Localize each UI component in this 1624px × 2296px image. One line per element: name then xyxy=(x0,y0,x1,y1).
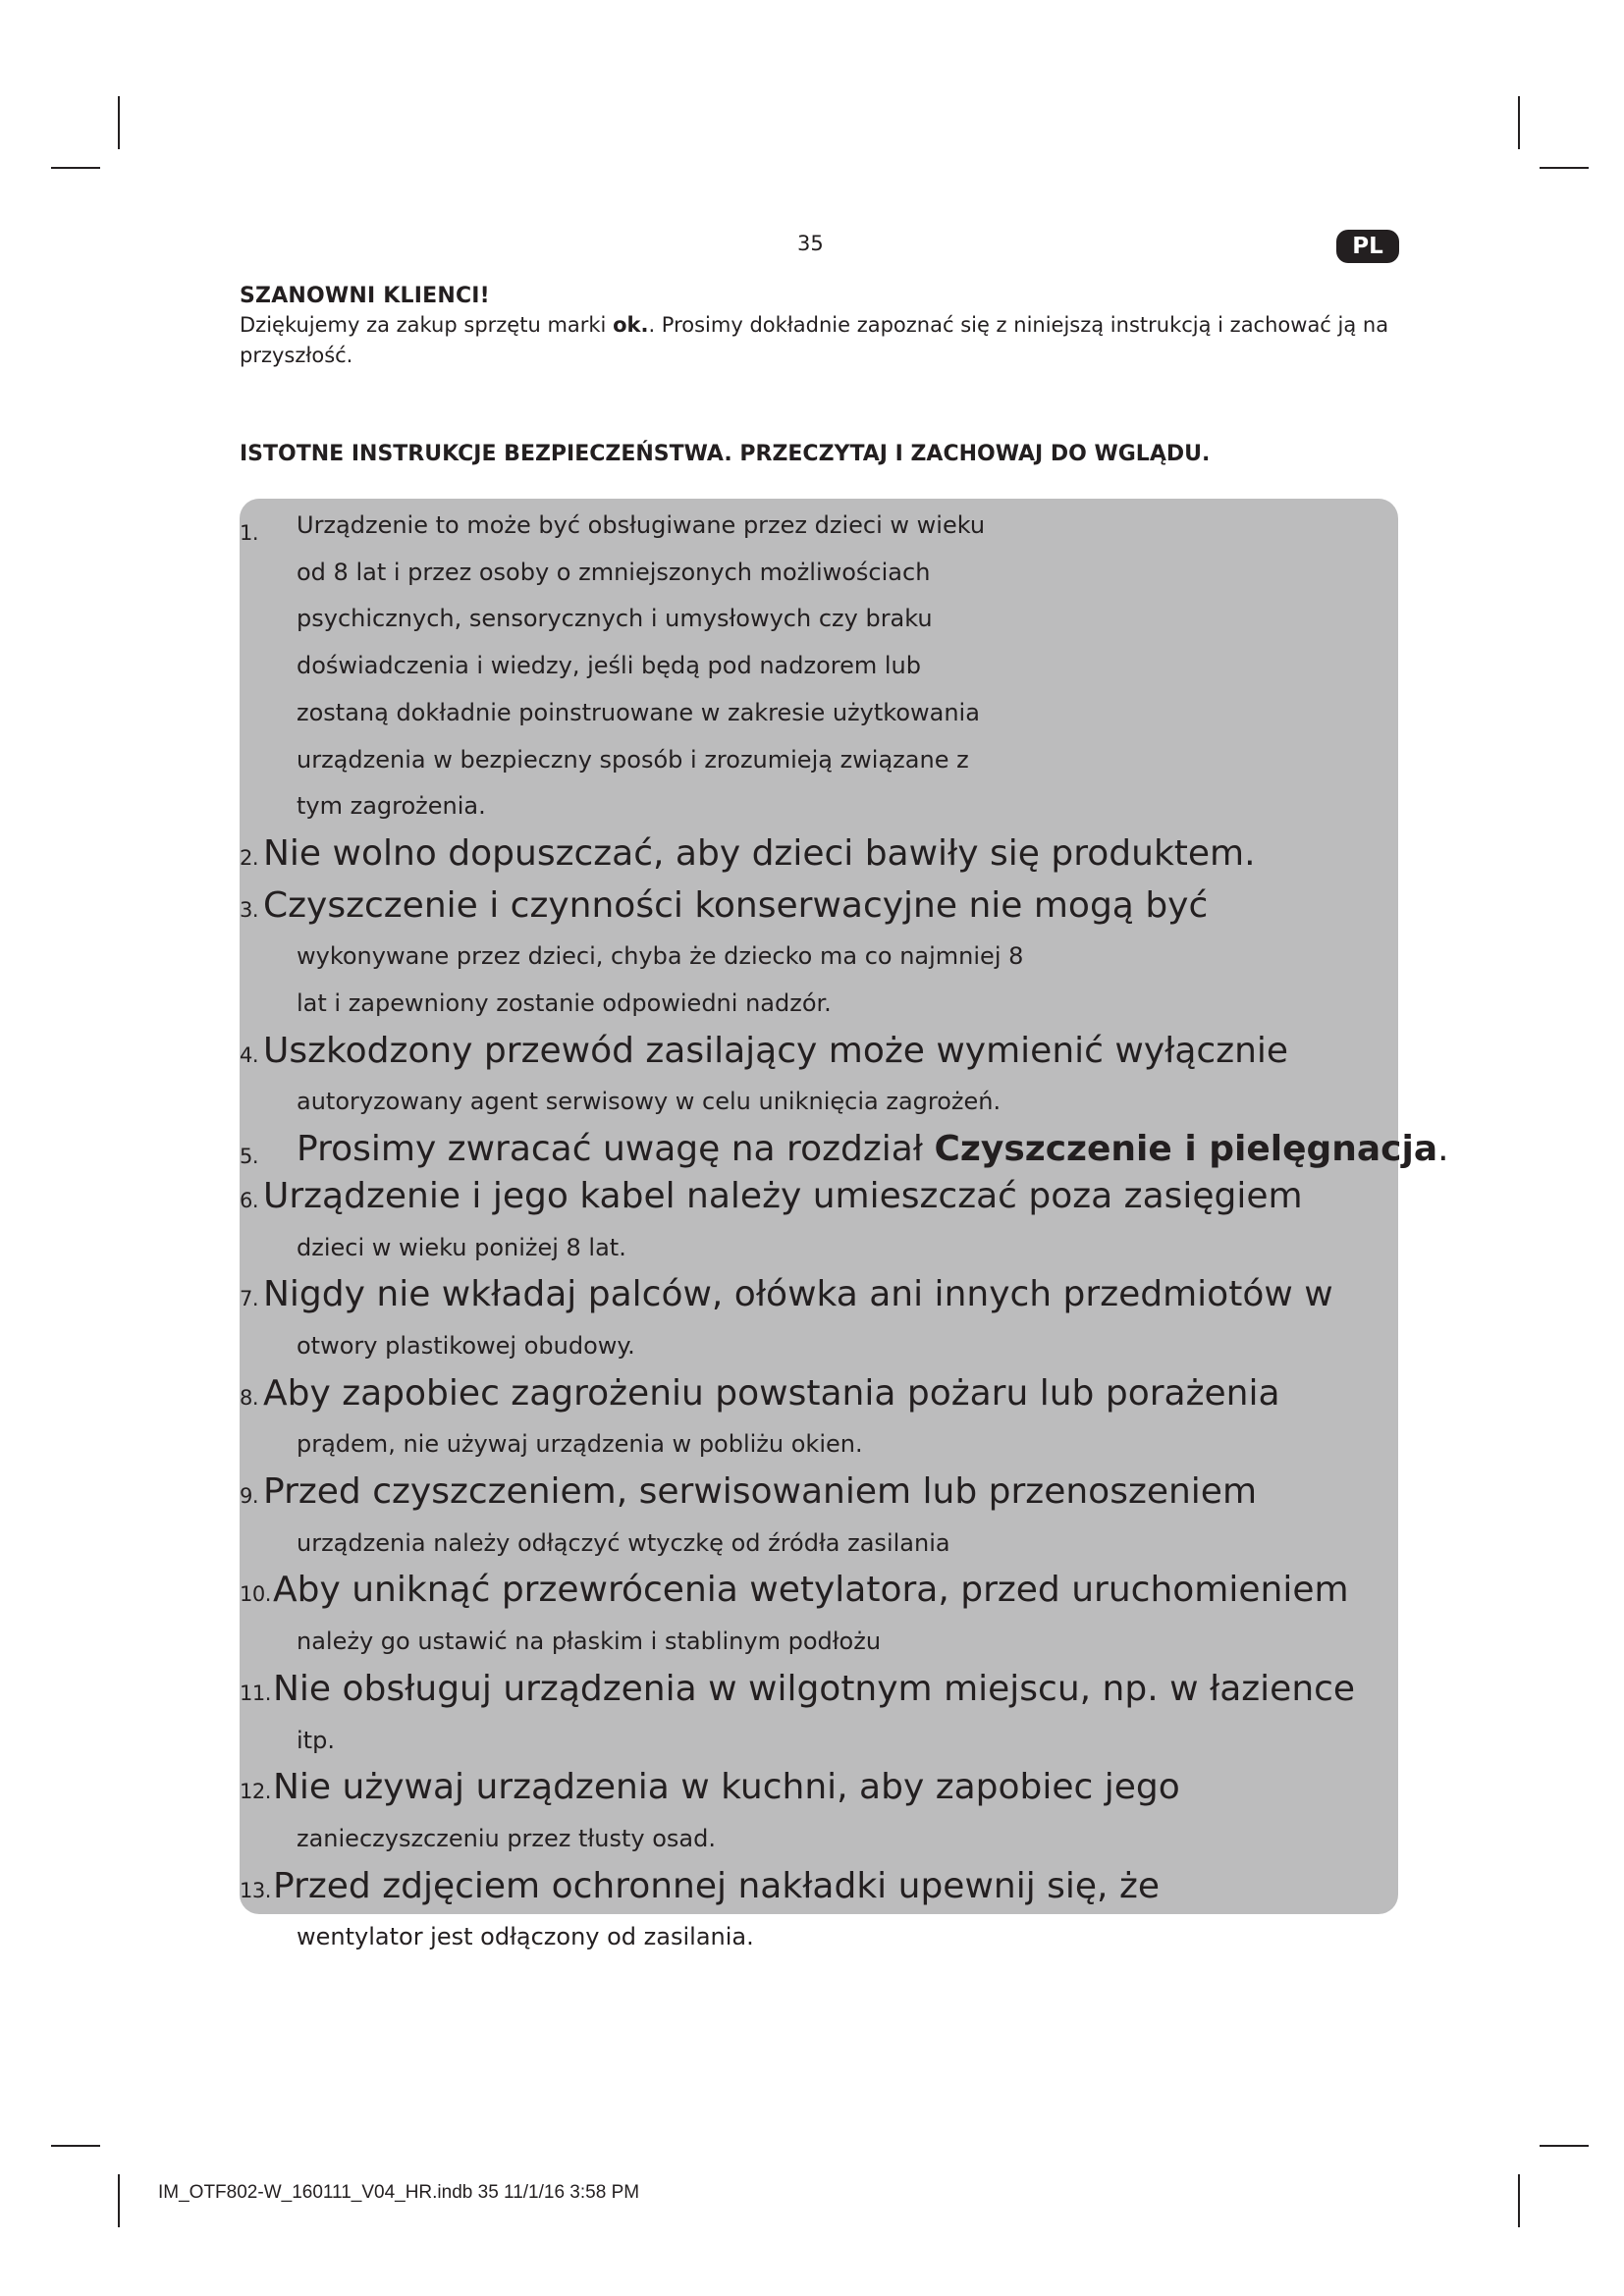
item-line: wentylator jest odłączony od zasilania. xyxy=(297,1923,754,1951)
safety-item-9 xyxy=(240,1468,1398,1567)
item-line: Przed czyszczeniem, serwisowaniem lub przenoszeniem xyxy=(263,1471,1258,1513)
item-text: Prosimy zwracać uwagę na rozdział xyxy=(297,1129,935,1170)
crop-mark-top-left xyxy=(118,96,120,149)
item-line: Przed zdjęciem ochronnej nakładki upewnij się, że xyxy=(273,1865,1160,1906)
safety-heading: ISTOTNE INSTRUKCJE BEZPIECZEŃSTWA. PRZECZYTAJ I ZACHOWAJ DO WGLĄDU. xyxy=(240,442,1211,466)
item-line: lat i zapewniony zostanie odpowiedni nadzór. xyxy=(297,989,832,1018)
item-line: zostaną dokładnie poinstruowane w zakresie użytkowania xyxy=(297,698,980,726)
item-line: psychicznych, sensorycznych i umysłowych czy braku xyxy=(297,605,933,633)
item-line: tym zagrożenia. xyxy=(297,792,486,821)
crop-mark-top-right xyxy=(1518,96,1520,149)
safety-item-5 xyxy=(240,1126,1449,1173)
greeting-text xyxy=(240,310,1398,371)
safety-item-7 xyxy=(240,1271,1398,1369)
item-number: 1. xyxy=(240,521,259,545)
greeting-text-end: . Prosimy dokładnie zapoznać się z niniejszą instrukcją i zachować ją na przyszłość. xyxy=(240,313,1389,367)
crop-mark-top-right xyxy=(1540,167,1589,169)
item-line: Nie używaj urządzenia w kuchni, aby zapobiec jego xyxy=(273,1767,1180,1808)
safety-list xyxy=(240,503,1449,1961)
page-number: 35 xyxy=(797,232,824,255)
chapter-reference: Czyszczenie i pielęgnacja xyxy=(934,1129,1438,1170)
greeting-text-start: Dziękujemy za zakup sprzętu marki xyxy=(240,313,614,337)
item-line: doświadczenia i wiedzy, jeśli będą pod nadzorem lub xyxy=(297,652,921,680)
item-line: Urządzenie to może być obsługiwane przez dzieci w wieku xyxy=(297,511,986,539)
item-number: 2. xyxy=(240,845,259,870)
brand-name: ok. xyxy=(613,313,649,337)
item-text-end: . xyxy=(1437,1129,1449,1170)
safety-item-6 xyxy=(240,1173,1398,1271)
greeting-title: SZANOWNI KLIENCI! xyxy=(240,284,490,308)
safety-item-2 xyxy=(240,830,1398,882)
item-number: 6. xyxy=(240,1188,259,1212)
print-file-info: IM_OTF802-W_160111_V04_HR.indb 35 11/1/16 3:58 PM xyxy=(158,2182,640,2203)
item-line: zanieczyszczeniu przez tłusty osad. xyxy=(297,1824,716,1852)
item-line: urządzenia należy odłączyć wtyczkę od źródła zasilania xyxy=(297,1528,950,1557)
item-number: 11. xyxy=(240,1681,271,1705)
item-line: od 8 lat i przez osoby o zmniejszonych możliwościach xyxy=(297,558,931,586)
item-line: Nigdy nie wkładaj palców, ołówka ani innych przedmiotów w xyxy=(263,1274,1333,1315)
item-number: 4. xyxy=(240,1042,259,1067)
item-line: Czyszczenie i czynności konserwacyjne nie mogą być xyxy=(263,884,1209,926)
item-line: prądem, nie używaj urządzenia w pobliżu okien. xyxy=(297,1430,863,1459)
item-line: urządzenia w bezpieczny sposób i zrozumieją związane z xyxy=(297,745,969,774)
crop-mark-bottom-right xyxy=(1518,2174,1520,2227)
crop-mark-bottom-right xyxy=(1540,2145,1589,2147)
item-line: Aby uniknąć przewrócenia wetylatora, przed uruchomieniem xyxy=(273,1570,1349,1611)
item-line: dzieci w wieku poniżej 8 lat. xyxy=(297,1233,626,1261)
safety-item-10 xyxy=(240,1567,1398,1665)
safety-item-4 xyxy=(240,1028,1398,1126)
item-line: Nie obsługuj urządzenia w wilgotnym miejscu, np. w łazience xyxy=(273,1668,1356,1709)
item-line: Uszkodzony przewód zasilający może wymienić wyłącznie xyxy=(263,1030,1289,1071)
item-number: 9. xyxy=(240,1484,259,1509)
item-number: 13. xyxy=(240,1878,271,1902)
item-line: Nie wolno dopuszczać, aby dzieci bawiły się produktem. xyxy=(263,832,1256,874)
safety-item-12 xyxy=(240,1764,1398,1862)
item-line: autoryzowany agent serwisowy w celu uniknięcia zagrożeń. xyxy=(297,1088,1001,1116)
item-number: 3. xyxy=(240,897,259,922)
language-badge: PL xyxy=(1336,230,1399,263)
safety-item-11 xyxy=(240,1666,1398,1764)
item-number: 5. xyxy=(240,1145,259,1169)
item-number: 12. xyxy=(240,1780,271,1804)
item-line: wykonywane przez dzieci, chyba że dziecko ma co najmniej 8 xyxy=(297,942,1024,971)
crop-mark-bottom-left xyxy=(118,2174,120,2227)
item-number: 10. xyxy=(240,1582,271,1607)
safety-item-3 xyxy=(240,882,1398,1028)
safety-instructions-panel xyxy=(240,499,1449,1951)
item-number: 7. xyxy=(240,1287,259,1311)
crop-mark-bottom-left xyxy=(51,2145,100,2147)
item-line: Urządzenie i jego kabel należy umieszczać poza zasięgiem xyxy=(263,1175,1303,1216)
item-line: Aby zapobiec zagrożeniu powstania pożaru lub porażenia xyxy=(263,1372,1280,1414)
item-line: otwory plastikowej obudowy. xyxy=(297,1331,635,1360)
item-line: należy go ustawić na płaskim i stablinym podłożu xyxy=(297,1628,882,1656)
safety-item-1 xyxy=(240,503,1398,830)
safety-item-8 xyxy=(240,1370,1398,1468)
safety-item-13 xyxy=(240,1863,1398,1961)
item-line: itp. xyxy=(297,1726,335,1754)
crop-mark-top-left xyxy=(51,167,100,169)
item-number: 8. xyxy=(240,1385,259,1410)
